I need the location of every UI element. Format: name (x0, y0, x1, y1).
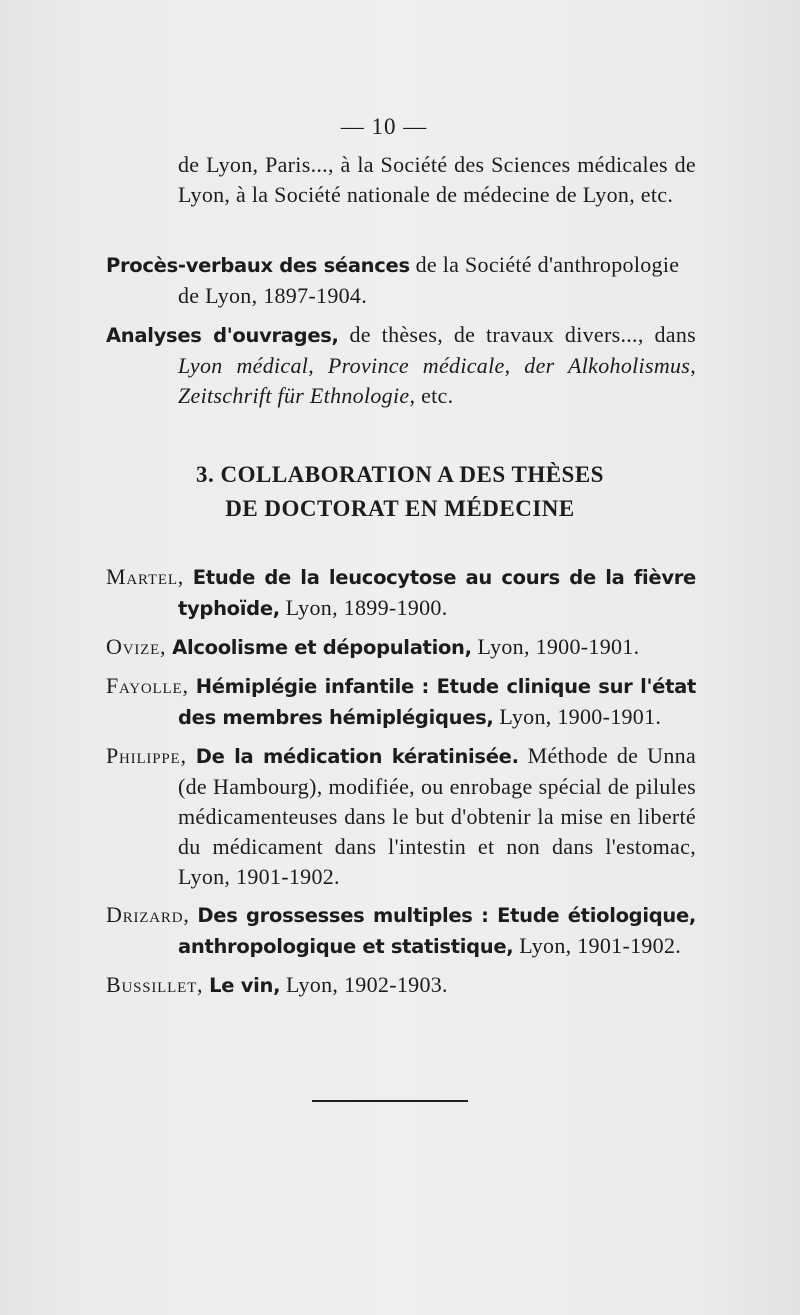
entry-title: Analyses d'ouvrages, (106, 324, 339, 347)
journal-title: Lyon médical (178, 353, 309, 378)
end-rule (312, 1100, 468, 1102)
section-heading (80, 458, 720, 526)
journal-title: Zeitschrift für Ethnologie (178, 383, 410, 408)
separator: , (504, 353, 525, 378)
entry-proces-verbaux (106, 250, 696, 311)
section-heading-line-1: 3. COLLABORATION A DES THÈSES (196, 462, 604, 487)
page-number: — 10 — (340, 114, 428, 139)
entry-rest: , etc. (409, 383, 454, 408)
thesis-entry (106, 970, 696, 1001)
entry-text (106, 250, 696, 311)
continued-entry (106, 150, 696, 210)
thesis-entry (106, 632, 696, 663)
thesis-title: Etude de la leucocytose au cours de la fièvre typhoïde, (178, 566, 696, 620)
thesis-rest: Lyon, 1900-1901. (493, 704, 662, 729)
thesis-author: Philippe, (106, 743, 187, 768)
thesis-entry (106, 562, 696, 624)
thesis-title: Des grossesses multiples : Etude étiologique, anthropologique et statistique, (178, 904, 696, 958)
thesis-author: Fayolle, (106, 673, 189, 698)
journal-title: Province médicale (327, 353, 505, 378)
thesis-rest: Lyon, 1900-1901. (471, 634, 640, 659)
separator: , (308, 353, 328, 378)
journal-title: der Alkoholismus (524, 353, 691, 378)
entry-rest: de thèses, de travaux divers..., dans (338, 322, 696, 347)
theses-list (106, 562, 696, 1001)
section-heading-line-2: DE DOCTORAT EN MÉDECINE (225, 496, 575, 521)
thesis-title: Alcoolisme et dépopulation, (172, 636, 472, 659)
thesis-entry (106, 900, 696, 962)
thesis-title: De la médication kératinisée. (195, 745, 519, 768)
thesis-author: Martel, (106, 564, 185, 589)
continued-entry-text: de Lyon, Paris..., à la Société des Sciences médicales de Lyon, à la Société nationale de médecine de Lyon, etc. (178, 152, 696, 207)
thesis-title: Hémiplégie infantile : Etude clinique sur l'état des membres hémiplégiques, (178, 675, 696, 729)
entry-text (106, 320, 696, 411)
thesis-author: Bussillet, (106, 972, 204, 997)
thesis-rest: Lyon, 1901-1902. (513, 933, 682, 958)
thesis-author: Ovize, (106, 634, 167, 659)
thesis-entry (106, 671, 696, 733)
thesis-rest: Lyon, 1902-1903. (280, 972, 448, 997)
thesis-rest: Lyon, 1899-1900. (279, 595, 448, 620)
entry-rest: de la Société d'anthropologie de Lyon, 1897-1904. (178, 252, 680, 308)
thesis-title: Le vin, (209, 974, 281, 997)
thesis-rest: Méthode de Unna (de Hambourg), modifiée, ou enrobage spécial de pilules médicamenteuses dans le but d'obtenir la mise en liberté du médicament dans l'intestin et non dans l'estomac, Lyon, 1901-1902. (178, 743, 697, 889)
entry-analyses (106, 320, 696, 411)
thesis-entry (106, 741, 696, 892)
entry-title: Procès-verbaux des séances (106, 254, 410, 277)
thesis-author: Drizard, (106, 902, 190, 927)
separator: , (690, 353, 696, 378)
